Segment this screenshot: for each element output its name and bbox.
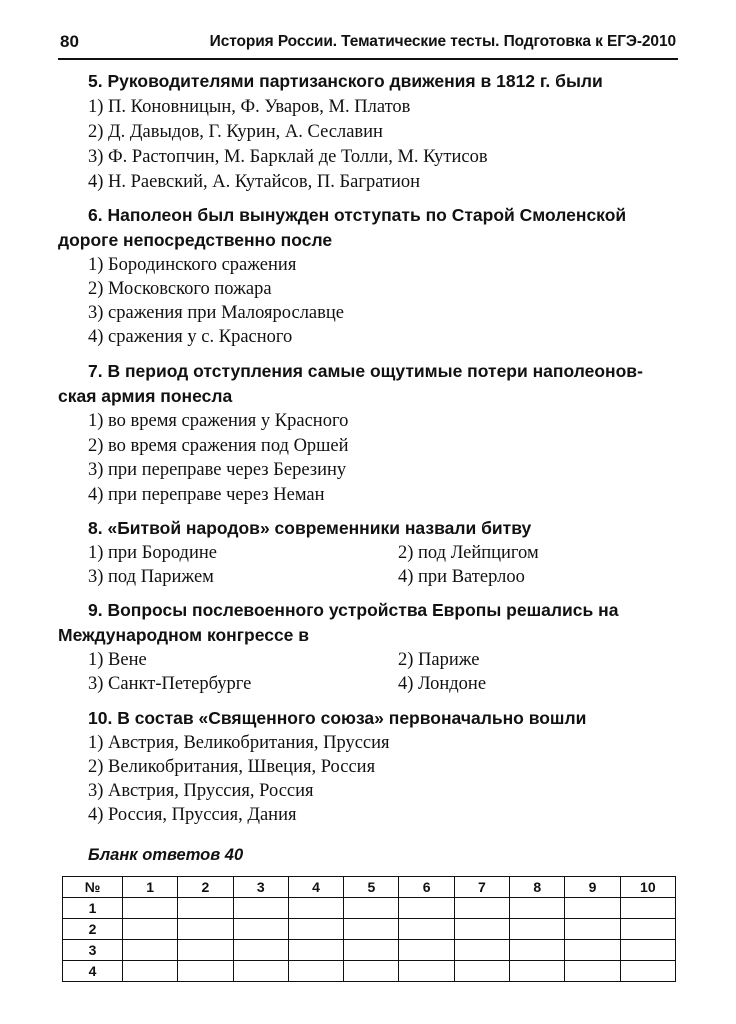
answer-cell	[344, 961, 399, 982]
question-8-option-4: 4) при Ватерлоо	[398, 567, 525, 587]
answer-cell	[454, 898, 509, 919]
question-6-text-line-2: дороге непосредственно после	[58, 230, 333, 250]
question-6-option-4: 4) сражения у с. Красного	[88, 327, 293, 347]
question-6-option-3: 3) сражения при Малоярославце	[88, 303, 344, 323]
question-7-text-line-2: ская армия понесла	[58, 386, 233, 406]
answer-cell	[233, 961, 288, 982]
question-5-option-2: 2) Д. Давыдов, Г. Курин, А. Сеславин	[88, 122, 383, 142]
question-10-text: 10. В состав «Священного союза» первоначально вошли	[88, 708, 587, 728]
answer-cell	[399, 898, 454, 919]
answer-cell	[620, 919, 675, 940]
answer-cell	[288, 940, 343, 961]
answer-cell	[565, 898, 620, 919]
answer-row	[63, 961, 676, 982]
answer-cell	[454, 961, 509, 982]
column-header: 3	[233, 877, 288, 898]
question-8-option-3: 3) под Парижем	[88, 567, 214, 587]
answer-sheet-corner-cell: №	[63, 877, 123, 898]
question-9-option-4: 4) Лондоне	[398, 674, 487, 694]
question-8-text: 8. «Битвой народов» современники назвали битву	[88, 518, 532, 538]
answer-cell	[620, 961, 675, 982]
answer-cell	[399, 940, 454, 961]
column-header: 8	[510, 877, 565, 898]
answer-cell	[454, 919, 509, 940]
answer-cell	[344, 919, 399, 940]
answer-row	[63, 898, 676, 919]
question-7-option-1: 1) во время сражения у Красного	[88, 411, 349, 431]
column-header: 4	[288, 877, 343, 898]
answer-cell	[510, 898, 565, 919]
answer-cell	[233, 898, 288, 919]
page-header	[58, 26, 678, 60]
answer-cell	[123, 898, 178, 919]
answer-cell	[510, 919, 565, 940]
answer-sheet-title: Бланк ответов 40	[88, 846, 244, 864]
answer-cell	[233, 940, 288, 961]
answer-cell	[344, 898, 399, 919]
answer-cell	[344, 940, 399, 961]
answer-cell	[288, 961, 343, 982]
answer-cell	[288, 898, 343, 919]
answer-cell	[288, 919, 343, 940]
question-9-option-2: 2) Париже	[398, 650, 480, 670]
question-10-option-4: 4) Россия, Пруссия, Дания	[88, 805, 297, 825]
question-5-option-3: 3) Ф. Растопчин, М. Барклай де Толли, М. Кутисов	[88, 147, 488, 167]
answer-cell	[178, 961, 233, 982]
question-7-option-4: 4) при переправе через Неман	[88, 485, 325, 505]
row-header: 3	[63, 940, 123, 961]
row-header: 4	[63, 961, 123, 982]
question-8-option-2: 2) под Лейпцигом	[398, 543, 539, 563]
question-10-option-1: 1) Австрия, Великобритания, Пруссия	[88, 733, 390, 753]
column-header: 6	[399, 877, 454, 898]
question-6-text-line-1: 6. Наполеон был вынужден отступать по Старой Смоленской	[88, 205, 627, 225]
question-6-option-2: 2) Московского пожара	[88, 279, 272, 299]
column-header: 9	[565, 877, 620, 898]
answer-cell	[178, 919, 233, 940]
column-header: 1	[123, 877, 178, 898]
answer-cell	[510, 940, 565, 961]
question-9-text-line-1: 9. Вопросы послевоенного устройства Европы решались на	[88, 600, 619, 620]
answer-cell	[178, 898, 233, 919]
page-number: 80	[60, 32, 79, 51]
column-header: 10	[620, 877, 675, 898]
question-7-text-line-1: 7. В период отступления самые ощутимые потери наполеонов-	[88, 361, 643, 381]
running-title: История России. Тематические тесты. Подготовка к ЕГЭ-2010	[209, 33, 676, 50]
question-9-option-1: 1) Вене	[88, 650, 147, 670]
row-header: 1	[63, 898, 123, 919]
question-5-option-1: 1) П. Коновницын, Ф. Уваров, М. Платов	[88, 97, 411, 117]
answer-cell	[123, 919, 178, 940]
answer-cell	[454, 940, 509, 961]
answer-cell	[620, 940, 675, 961]
question-7-option-2: 2) во время сражения под Оршей	[88, 436, 349, 456]
question-9-option-3: 3) Санкт-Петербурге	[88, 674, 252, 694]
answer-cell	[620, 898, 675, 919]
column-header: 7	[454, 877, 509, 898]
question-9-text-line-2: Международном конгрессе в	[58, 625, 310, 645]
answer-row	[63, 919, 676, 940]
column-header: 2	[178, 877, 233, 898]
answer-cell	[233, 919, 288, 940]
row-header: 2	[63, 919, 123, 940]
question-10-option-2: 2) Великобритания, Швеция, Россия	[88, 757, 376, 777]
answer-cell	[565, 961, 620, 982]
question-6-option-1: 1) Бородинского сражения	[88, 255, 297, 275]
answer-row	[63, 940, 676, 961]
answer-cell	[123, 961, 178, 982]
answer-cell	[399, 919, 454, 940]
answer-cell	[399, 961, 454, 982]
question-5-text: 5. Руководителями партизанского движения в 1812 г. были	[88, 71, 603, 91]
answer-cell	[565, 940, 620, 961]
question-10-option-3: 3) Австрия, Пруссия, Россия	[88, 781, 314, 801]
column-header: 5	[344, 877, 399, 898]
answer-cell	[178, 940, 233, 961]
question-5-option-4: 4) Н. Раевский, А. Кутайсов, П. Багратион	[88, 172, 421, 192]
answer-sheet-table	[62, 876, 676, 982]
answer-cell	[123, 940, 178, 961]
answer-cell	[510, 961, 565, 982]
answer-cell	[565, 919, 620, 940]
question-8-option-1: 1) при Бородине	[88, 543, 217, 563]
answer-sheet-header-row	[63, 877, 676, 898]
question-7-option-3: 3) при переправе через Березину	[88, 460, 347, 480]
